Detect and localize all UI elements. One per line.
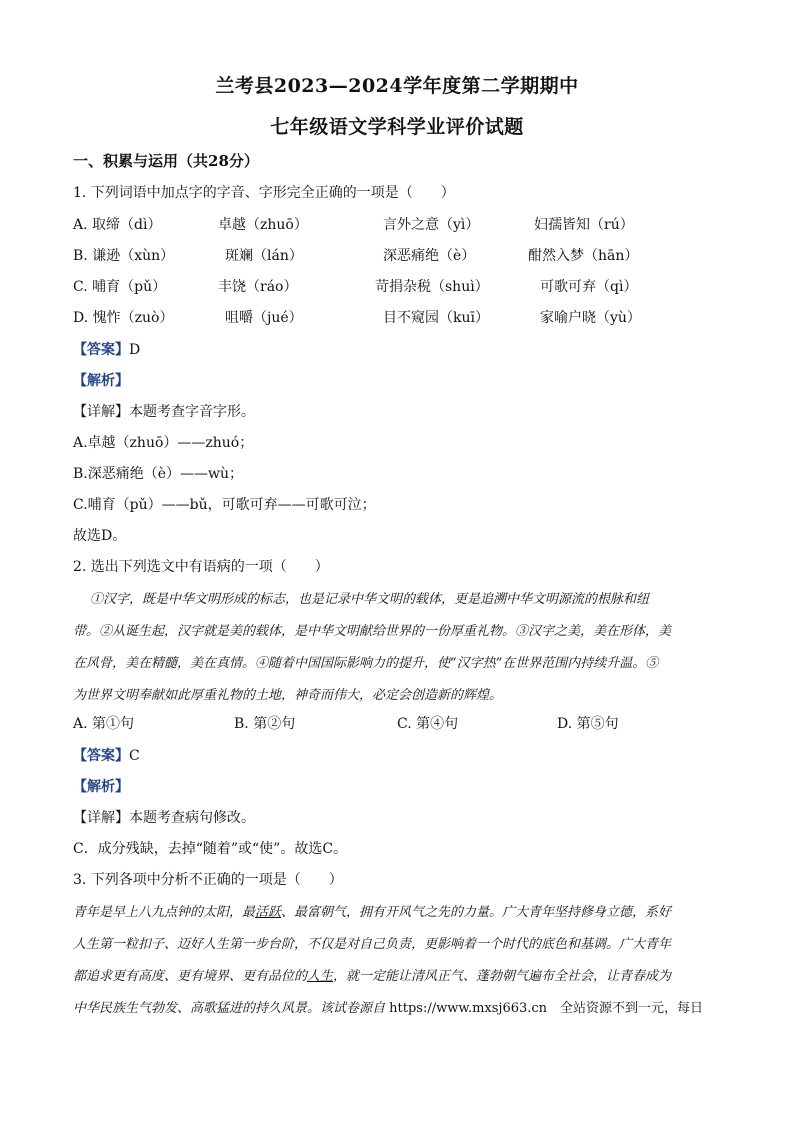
detail-text: 本题考查字音字形。 — [129, 404, 255, 420]
answer-tag: 【答案】 — [73, 748, 129, 764]
exam-title-line1: 兰考县2023—2024学年度第二学期期中 — [215, 75, 579, 97]
q3-underlined-word: 人生 — [307, 969, 334, 984]
q2-passage-line: 带。②从诞生起，汉字就是美的载体，是中华文明献给世界的一份厚重礼物。③汉字之美，美在形体，美 — [73, 624, 672, 639]
q1-explain-line: C.哺育（pǔ）——bǔ，可歌可弃——可歌可泣； — [73, 497, 376, 513]
q3-passage-line — [73, 901, 671, 920]
answer-value: D — [129, 342, 141, 358]
q1-explain-line: 故选D。 — [73, 528, 127, 544]
q1-option-b-item: 深恶痛绝（è） — [383, 248, 476, 264]
q1-option-b-item: 斑斓（lán） — [225, 248, 303, 264]
q3-text: 、最富朝气，拥有开风气之先的力量。广大青年坚持修身立德，系好 — [281, 905, 672, 920]
q1-option-a-item: 卓越（zhuō） — [218, 217, 308, 233]
q1-detail — [73, 401, 255, 421]
q1-option-b: B. 谦逊（xùn） — [73, 248, 175, 264]
q1-option-d: D. 愧怍（zuò） — [73, 310, 174, 326]
q1-answer — [73, 339, 140, 359]
q1-option-b-item: 酣然入梦（hān） — [528, 248, 639, 264]
exam-title-line2: 七年级语文学科学业评价试题 — [270, 116, 524, 138]
q1-option-a-item: 妇孺皆知（rú） — [534, 217, 634, 233]
detail-tag: 【详解】 — [73, 404, 129, 420]
q2-explain: C．成分残缺，去掉“随着”或“使”。故选C。 — [73, 841, 348, 857]
q1-stem: 1. 下列词语中加点字的字音、字形完全正确的一项是（ ） — [73, 185, 455, 201]
q2-detail — [73, 807, 255, 827]
q1-option-a: A. 取缔（dì） — [73, 217, 162, 233]
source-link[interactable]: https://www.mxsj663.cn 全站资源不到一元，每日 — [389, 1001, 704, 1016]
q1-explain-line: B.深恶痛绝（è）——wù； — [73, 466, 244, 482]
q2-answer — [73, 745, 140, 765]
q1-option-c-item: 可歌可弃（qì） — [540, 279, 638, 295]
q1-option-d-item: 目不窥园（kuī） — [383, 310, 489, 326]
q3-passage-line: 人生第一粒扣子、迈好人生第一步台阶，不仅是对自己负责，更影响着一个时代的底色和基调。广大青年 — [73, 937, 672, 952]
q3-text: 中华民族生气勃发、高歌猛进的持久风景。该试卷源自 — [73, 1001, 386, 1016]
answer-tag: 【答案】 — [73, 342, 129, 358]
q2-option-a: A. 第①句 — [73, 716, 135, 732]
analysis-tag: 【解析】 — [73, 373, 129, 389]
q3-text: 青年是早上八九点钟的太阳，最 — [73, 905, 256, 920]
q1-option-a-item: 言外之意（yì） — [383, 217, 480, 233]
detail-tag: 【详解】 — [73, 810, 129, 826]
q1-option-d-item: 咀嚼（jué） — [225, 310, 303, 326]
section-heading: 一、积累与运用（共28分） — [73, 152, 259, 170]
q1-option-d-item: 家喻户晓（yù） — [540, 310, 641, 326]
q2-option-b: B. 第②句 — [234, 716, 296, 732]
q1-option-c-item: 苛捐杂税（shuì） — [375, 279, 489, 295]
q3-passage-line — [73, 997, 703, 1016]
q2-option-d: D. 第⑤句 — [557, 716, 619, 732]
q3-stem: 3. 下列各项中分析不正确的一项是（ ） — [73, 872, 343, 888]
q2-passage-line: 为世界文明奉献如此厚重礼物的土地，神奇而伟大，必定会创造新的辉煌。 — [73, 688, 503, 703]
q1-explain-line: A.卓越（zhuō）——zhuó； — [73, 435, 254, 451]
q1-option-c-item: 丰饶（ráo） — [218, 279, 298, 295]
q2-analysis — [73, 776, 129, 796]
q2-option-c: C. 第④句 — [397, 716, 459, 732]
q2-passage-line: 在风骨，美在精髓，美在真情。④随着中国国际影响力的提升，使“汉字热”在世界范围内持续升温。⑤ — [73, 656, 659, 671]
q3-underlined-word: 活跃 — [255, 905, 282, 920]
q3-text: 都追求更有高度、更有境界、更有品位的 — [73, 969, 308, 984]
q1-option-c: C. 哺育（pǔ） — [73, 279, 167, 295]
analysis-tag: 【解析】 — [73, 779, 129, 795]
q1-analysis — [73, 370, 129, 390]
q2-passage-line: ①汉字，既是中华文明形成的标志，也是记录中华文明的载体，更是追溯中华文明源流的根脉和纽 — [90, 592, 650, 607]
q2-stem: 2. 选出下列选文中有语病的一项（ ） — [73, 559, 329, 575]
detail-text: 本题考查病句修改。 — [129, 810, 255, 826]
q3-text: ，就一定能让清风正气、蓬勃朝气遍布全社会，让青春成为 — [333, 969, 672, 984]
answer-value: C — [129, 748, 140, 764]
q3-passage-line — [73, 965, 671, 984]
